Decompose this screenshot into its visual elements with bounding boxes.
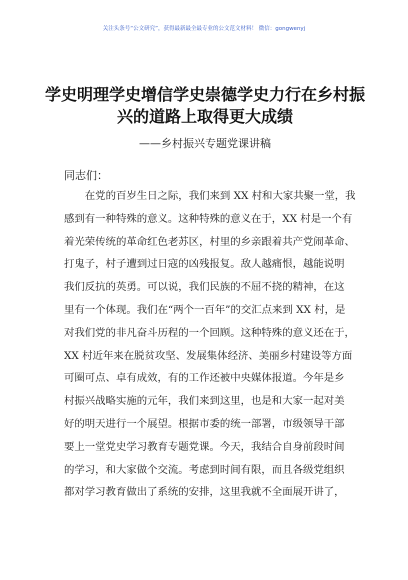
body-line: 村振兴战略实施的元年，我们来到这里，也是和大家一起对美: [64, 395, 345, 408]
title-line-1: 学史明理学史增信学史崇德学史力行在乡村振: [44, 85, 365, 104]
body-line: 好的明天进行一个展望。根据市委的统一部署，市级领导干部: [64, 417, 345, 430]
body-line: 我们反抗的英勇。可以说，我们民族的不屈不挠的精神，在这: [64, 281, 345, 294]
body-line: 着光荣传统的革命红色老苏区，村里的乡亲跟着共产党闹革命、: [64, 235, 355, 248]
body-text: [64, 185, 370, 504]
document-subtitle: ——乡村振兴专题党课讲稿: [139, 137, 271, 150]
body-line: 可圈可点、卓有成效，有的工作还被中央媒体报道。今年是乡: [64, 372, 345, 385]
body-line: 在党的百岁生日之际，我们来到 XX 村和大家共聚一堂，我: [84, 190, 356, 202]
document-title: [40, 84, 370, 128]
body-line: 的学习，和大家做个交流。考虑到时间有限，而且各级党组织: [64, 463, 345, 476]
body-line: 要上一堂党史学习教育专题党课。今天，我结合自身前段时间: [64, 440, 345, 453]
body-line: 打鬼子，村子遭到过日寇的凶残报复。敌人越痛恨，越能说明: [64, 258, 345, 271]
body-line: 都对学习教育做出了系统的安排，这里我就不全面展开讲了，: [64, 486, 345, 499]
promo-banner: 关注头条号“公文研究”，获得最新最全最专业的公文范文材料！ 微信：gongwenyj: [102, 26, 306, 32]
body-line: 里有一个体现。我们在“两个一百年”的交汇点来到 XX 村，是: [64, 303, 346, 316]
body-line: 对我们党的非凡奋斗历程的一个回顾。这种特殊的意义还在于，: [64, 326, 355, 339]
title-line-2: 兴的道路上取得更大成绩: [116, 107, 293, 126]
body-line: XX 村近年来在脱贫攻坚、发展集体经济、美丽乡村建设等方面: [64, 349, 353, 362]
greeting: 同志们：: [64, 169, 108, 182]
body-line: 感到有一种特殊的意义。这种特殊的意义在于，XX 村是一个有: [64, 212, 353, 225]
